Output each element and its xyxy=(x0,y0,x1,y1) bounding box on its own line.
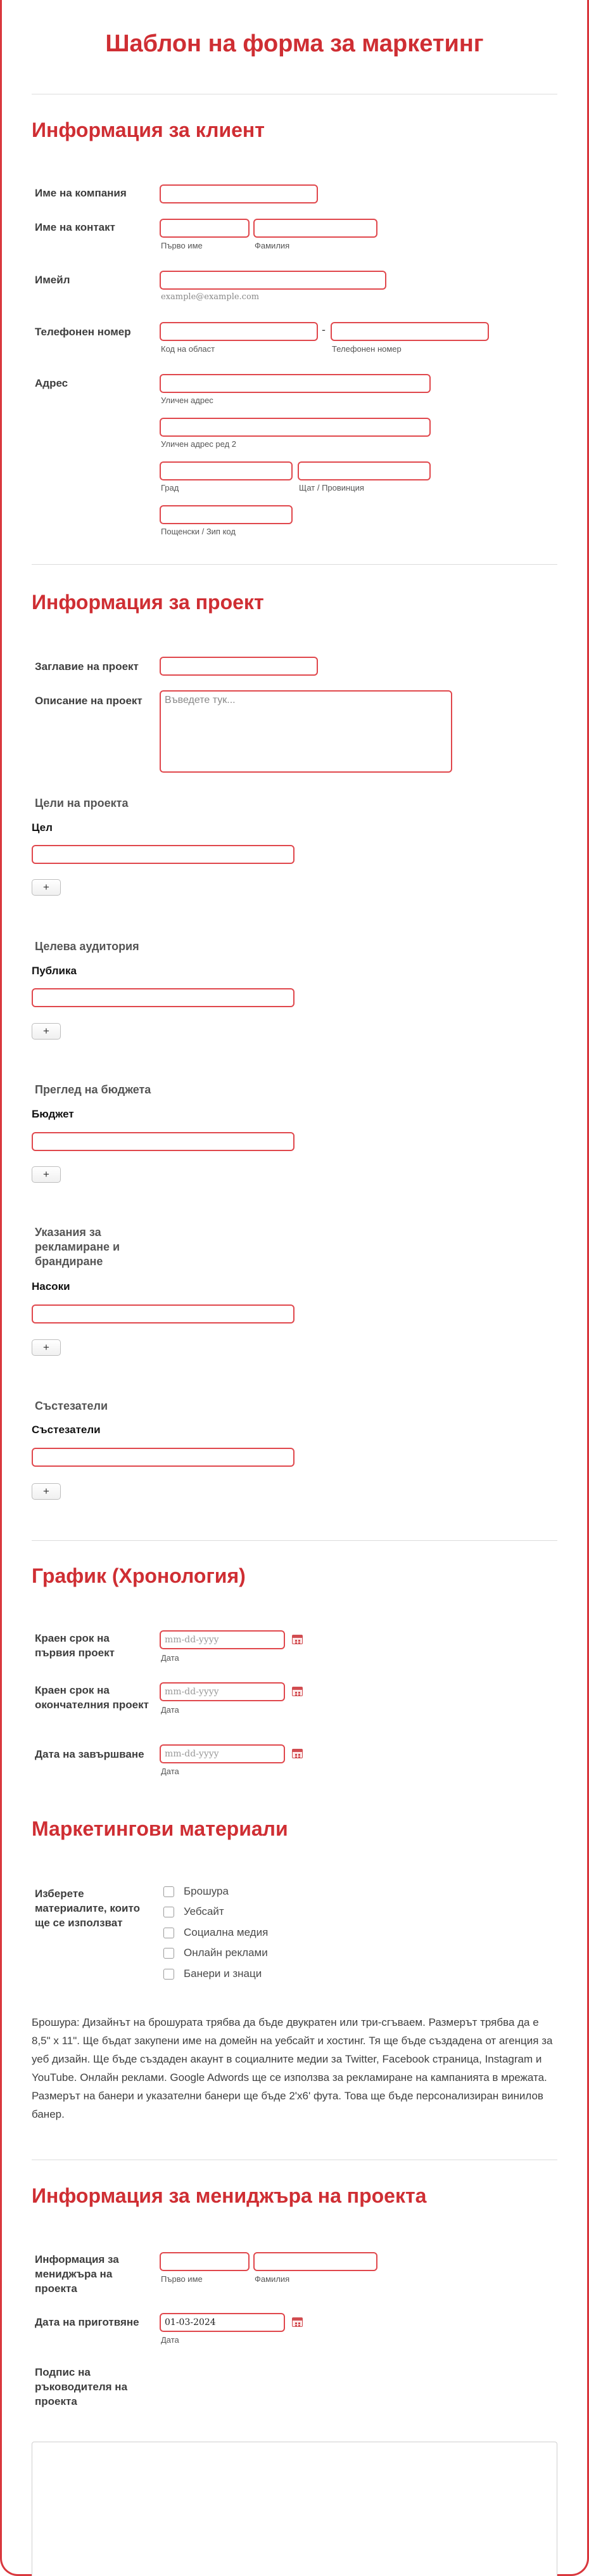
goals-column-header: Цел xyxy=(32,821,53,834)
brochure-option-label[interactable]: Брошура xyxy=(184,1885,229,1897)
last-name-sublabel: Фамилия xyxy=(255,241,290,250)
timeline-section-heading: График (Хронология) xyxy=(32,1564,246,1587)
competitors-group-title: Състезатели xyxy=(35,1400,108,1412)
online-ads-option-label[interactable]: Онлайн реклами xyxy=(184,1947,268,1959)
street-address-input[interactable] xyxy=(160,374,431,393)
audience-row-input[interactable] xyxy=(32,988,294,1007)
completion-date-input[interactable] xyxy=(160,1744,285,1763)
street-address-2-input[interactable] xyxy=(160,418,431,437)
manager-first-name-input[interactable] xyxy=(160,2252,250,2271)
project-description-textarea[interactable] xyxy=(160,690,452,773)
state-sublabel: Щат / Провинция xyxy=(299,483,364,493)
project-title-label: Заглавие на проект xyxy=(35,660,139,673)
prep-date-value: 01-03-2024 xyxy=(165,2317,216,2328)
calendar-icon[interactable] xyxy=(292,2317,303,2327)
completion-date-placeholder: mm-dd-yyyy xyxy=(165,1749,219,1759)
final-deadline-sublabel: Дата xyxy=(161,1705,179,1715)
phone-label: Телефонен номер xyxy=(35,326,131,338)
website-option-label[interactable]: Уебсайт xyxy=(184,1905,224,1917)
address-label: Адрес xyxy=(35,377,68,389)
calendar-icon[interactable] xyxy=(292,1635,303,1644)
budget-column-header: Бюджет xyxy=(32,1108,74,1120)
goals-row-input[interactable] xyxy=(32,845,294,864)
manager-last-name-input[interactable] xyxy=(253,2252,377,2271)
final-deadline-label: Краен срок на окончателния проект xyxy=(35,1684,149,1711)
form-title: Шаблон на форма за маркетинг xyxy=(105,30,484,57)
client-section-heading: Информация за клиент xyxy=(32,119,265,141)
final-deadline-placeholder: mm-dd-yyyy xyxy=(165,1687,219,1697)
brochure-checkbox[interactable] xyxy=(163,1886,174,1897)
divider xyxy=(32,564,557,565)
branding-add-button[interactable]: + xyxy=(32,1339,61,1356)
completion-date-label: Дата на завършване xyxy=(35,1748,144,1760)
street-address-sublabel: Уличен адрес xyxy=(161,396,213,405)
phone-dash: - xyxy=(322,323,326,336)
email-input[interactable] xyxy=(160,271,386,290)
city-input[interactable] xyxy=(160,461,293,480)
budget-group-title: Преглед на бюджета xyxy=(35,1083,151,1096)
area-code-input[interactable] xyxy=(160,322,318,341)
contact-last-name-input[interactable] xyxy=(253,219,377,238)
branding-group-title: Указания за рекламиране и брандиране xyxy=(35,1226,120,1268)
final-deadline-input[interactable] xyxy=(160,1682,285,1701)
materials-select-label: Изберете материалите, които ще се използват xyxy=(35,1888,140,1929)
first-deadline-input[interactable] xyxy=(160,1630,285,1649)
company-name-label: Име на компания xyxy=(35,187,127,199)
first-deadline-placeholder: mm-dd-yyyy xyxy=(165,1635,219,1645)
calendar-icon[interactable] xyxy=(292,1749,303,1758)
manager-first-name-sublabel: Първо име xyxy=(161,2274,203,2284)
competitors-add-button[interactable]: + xyxy=(32,1483,61,1500)
banners-checkbox[interactable] xyxy=(163,1969,174,1980)
budget-add-button[interactable]: + xyxy=(32,1166,61,1183)
audience-column-header: Публика xyxy=(32,965,77,977)
zip-sublabel: Пощенски / Зип код xyxy=(161,527,236,536)
first-deadline-sublabel: Дата xyxy=(161,1653,179,1663)
signature-pad[interactable] xyxy=(32,2442,557,2576)
social-media-option-label[interactable]: Социална медия xyxy=(184,1926,269,1938)
branding-column-header: Насоки xyxy=(32,1280,70,1292)
online-ads-checkbox[interactable] xyxy=(163,1948,174,1959)
social-media-checkbox[interactable] xyxy=(163,1928,174,1938)
website-checkbox[interactable] xyxy=(163,1907,174,1917)
email-sublabel: example@example.com xyxy=(161,292,260,302)
prep-date-input[interactable] xyxy=(160,2313,285,2332)
prep-date-label: Дата на приготвяне xyxy=(35,2316,139,2328)
phone-number-sublabel: Телефонен номер xyxy=(332,344,402,354)
branding-row-input[interactable] xyxy=(32,1304,294,1323)
divider xyxy=(32,1540,557,1541)
manager-info-label: Информация за мениджъра на проекта xyxy=(35,2253,119,2295)
prep-date-sublabel: Дата xyxy=(161,2335,179,2345)
area-code-sublabel: Код на област xyxy=(161,344,215,354)
street-address-2-sublabel: Уличен адрес ред 2 xyxy=(161,439,237,449)
first-name-sublabel: Първо име xyxy=(161,241,203,250)
competitors-column-header: Състезатели xyxy=(32,1424,101,1436)
calendar-icon[interactable] xyxy=(292,1687,303,1696)
signature-label: Подпис на ръководителя на проекта xyxy=(35,2366,128,2407)
audience-add-button[interactable]: + xyxy=(32,1023,61,1040)
banners-option-label[interactable]: Банери и знаци xyxy=(184,1967,262,1980)
city-sublabel: Град xyxy=(161,483,179,493)
zip-input[interactable] xyxy=(160,505,293,524)
manager-last-name-sublabel: Фамилия xyxy=(255,2274,290,2284)
goals-add-button[interactable]: + xyxy=(32,879,61,896)
materials-section-heading: Маркетингови материали xyxy=(32,1817,288,1840)
first-deadline-label: Краен срок на първия проект xyxy=(35,1632,115,1659)
manager-section-heading: Информация за мениджъра на проекта xyxy=(32,2184,427,2207)
description-placeholder: Въведете тук... xyxy=(165,695,236,705)
phone-number-input[interactable] xyxy=(331,322,489,341)
project-title-input[interactable] xyxy=(160,657,318,676)
completion-date-sublabel: Дата xyxy=(161,1767,179,1776)
goals-group-title: Цели на проекта xyxy=(35,797,129,809)
audience-group-title: Целева аудитория xyxy=(35,940,139,953)
competitors-row-input[interactable] xyxy=(32,1448,294,1467)
contact-first-name-input[interactable] xyxy=(160,219,250,238)
company-name-input[interactable] xyxy=(160,184,318,203)
contact-name-label: Име на контакт xyxy=(35,221,115,233)
email-label: Имейл xyxy=(35,274,70,286)
materials-description: Брошура: Дизайнът на брошурата трябва да бъде двукратен или три-сгъваем. Размерът трябва да е 8,5" x 11". Ще бъдат закупени име на домейн на уебсайт и хостинг. Тя ще бъде създадена от агенция за уеб дизайн. Ще бъде създаден акаунт в социалните медии за Twitter, Facebook страница, Instagram и YouTube. Онлайн реклами. Google Adwords ще се използва за рекламиране на кампанията в мрежата. Размерът на банери и указателни банери ще бъде 2'x6' фута. Това ще бъде персонализиран винилов банер. xyxy=(32,2016,553,2120)
budget-row-input[interactable] xyxy=(32,1132,294,1151)
project-description-label: Описание на проект xyxy=(35,695,142,707)
project-section-heading: Информация за проект xyxy=(32,591,264,614)
state-input[interactable] xyxy=(298,461,431,480)
